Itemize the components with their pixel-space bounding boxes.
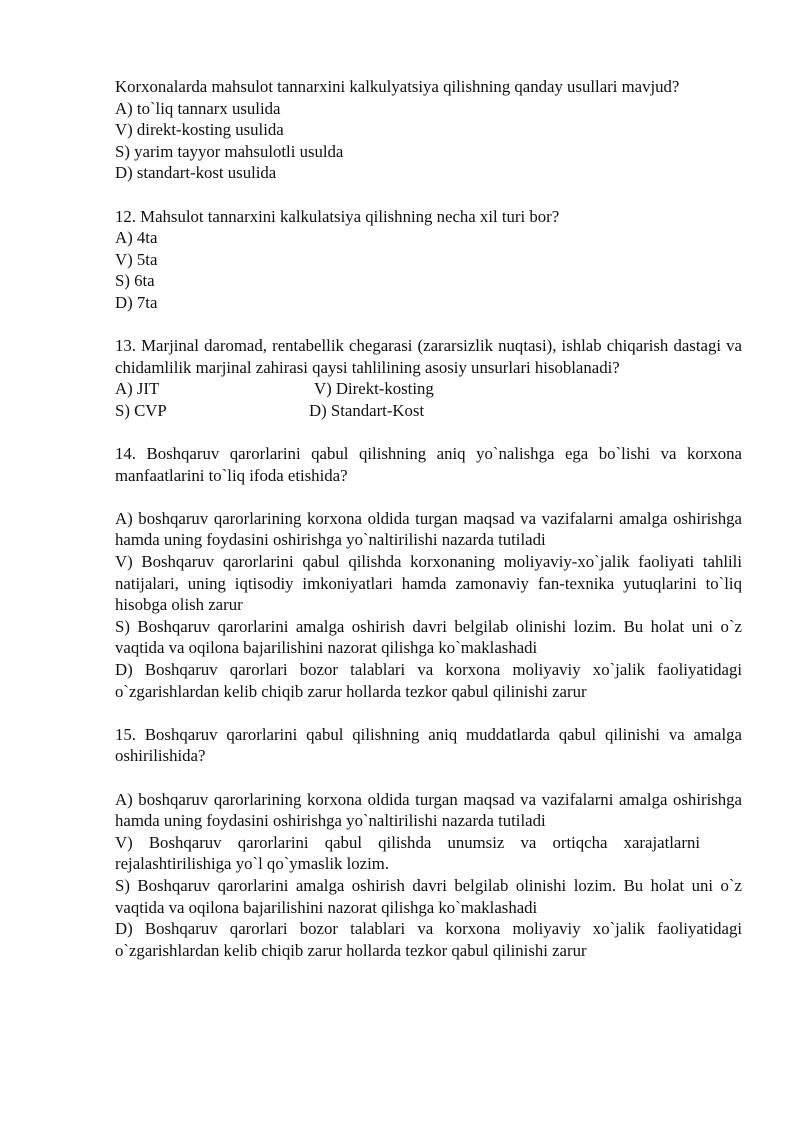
spacer: [115, 314, 742, 336]
answer-option: S) yarim tayyor mahsulotli usulda: [115, 141, 344, 161]
answer-option: D) standart-kost usulida: [115, 163, 277, 183]
answer-option: A) boshqaruv qarorlarining korxona oldida turgan maqsad va vazifalarni amalga oshirishga hamda uning foydasini oshirishga yo`naltirilishi nazarda tutiladi: [115, 789, 742, 831]
answer-row: [115, 400, 742, 422]
answer-option: D) Boshqaruv qarorlari bozor talablari va korxona moliyaviy xo`jalik faoliyatidagi o`zgarishlardan kelib chiqib zarur hollarda tezkor qabul qilinishi zarur: [115, 660, 742, 701]
answer-option: A) JIT: [115, 379, 160, 399]
question-block-14: [115, 443, 742, 702]
document-page: [115, 76, 742, 961]
answer-option: A) boshqaruv qarorlarining korxona oldida turgan maqsad va vazifalarni amalga oshirishga hamda uning foydasini oshirishga yo`naltirilishi nazarda tutiladi: [115, 508, 742, 550]
answer-option: S) 6ta: [115, 271, 155, 291]
spacer: [115, 486, 742, 508]
question-block-intro: [115, 76, 742, 184]
answer-option: S) Boshqaruv qarorlarini amalga oshirish davri belgilab olinishi lozim. Bu holat uni o`z vaqtida va oqilona bajarilishini nazorat qilishga ko`maklashadi: [115, 875, 742, 917]
answer-option: V) 5ta: [115, 249, 158, 269]
answer-option: V) direkt-kosting usulida: [115, 120, 284, 140]
question-text: 14. Boshqaruv qarorlarini qabul qilishning aniq yo`nalishga ega bo`lishi va korxona manfaatlarini to`liq ifoda etishida?: [115, 444, 742, 485]
question-text: 15. Boshqaruv qarorlarini qabul qilishning aniq muddatlarda qabul qilinishi va amalga oshirilishida?: [115, 724, 742, 766]
spacer: [115, 422, 742, 444]
answer-option: D) 7ta: [115, 292, 158, 312]
answer-option: V) Direkt-kosting: [314, 379, 434, 399]
answer-option: V) Boshqaruv qarorlarini qabul qilishda unumsiz va ortiqcha xarajatlarni rejalashtirilishiga yo`l qo`ymaslik lozim.: [115, 832, 700, 874]
spacer: [115, 184, 742, 206]
answer-row: [115, 378, 742, 400]
question-text: 12. Mahsulot tannarxini kalkulatsiya qilishning necha xil turi bor?: [115, 206, 560, 226]
question-text: Korxonalarda mahsulot tannarxini kalkulyatsiya qilishning qanday usullari mavjud?: [115, 77, 680, 96]
answer-option: S) CVP: [115, 400, 167, 420]
answer-option: D) Standart-Kost: [309, 400, 425, 420]
question-block-13: [115, 335, 742, 421]
question-text: 13. Marjinal daromad, rentabellik chegarasi (zararsizlik nuqtasi), ishlab chiqarish dastagi va chidamlilik marjinal zahirasi qaysi tahlilining asosiy unsurlari hisoblanadi?: [115, 336, 742, 377]
question-block-15: [115, 724, 742, 962]
answer-option: A) 4ta: [115, 228, 158, 248]
question-block-12: [115, 206, 742, 314]
answer-option: S) Boshqaruv qarorlarini amalga oshirish davri belgilab olinishi lozim. Bu holat uni o`z vaqtida va oqilona bajarilishini nazorat qilishga ko`maklashadi: [115, 616, 742, 658]
answer-option: D) Boshqaruv qarorlari bozor talablari va korxona moliyaviy xo`jalik faoliyatidagi o`zgarishlardan kelib chiqib zarur hollarda tezkor qabul qilinishi zarur: [115, 919, 742, 960]
answer-option: V) Boshqaruv qarorlarini qabul qilishda korxonaning moliyaviy-xo`jalik faoliyati tahlili natijalari, uning iqtisodiy imkoniyatlari hamda zamonaviy fan-texnika yutuqlarini to`liq hisobga olish zarur: [115, 552, 742, 615]
spacer: [115, 767, 742, 789]
spacer: [115, 702, 742, 724]
answer-option: A) to`liq tannarx usulida: [115, 98, 281, 118]
